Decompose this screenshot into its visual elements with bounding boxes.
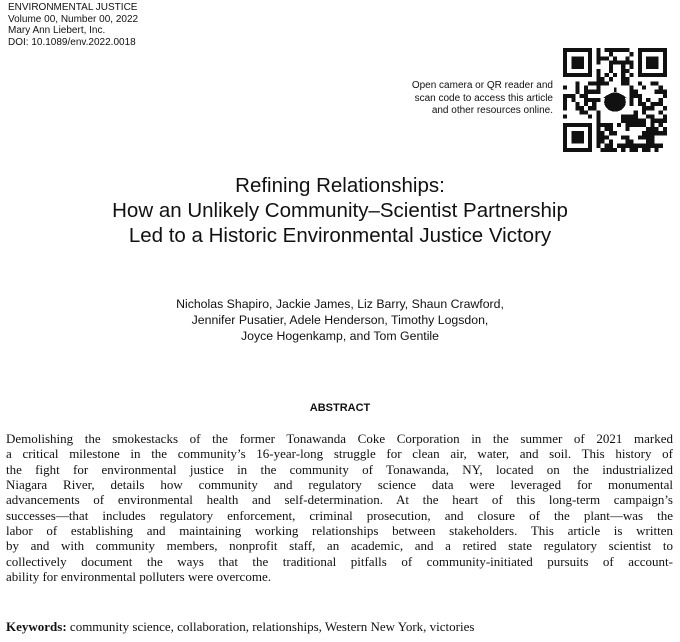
journal-volume: Volume 00, Number 00, 2022 — [8, 13, 139, 25]
abstract-line: collectively document the ways that the traditional pitfalls of community-initiated pursuits of account- — [6, 553, 673, 569]
author-line: Nicholas Shapiro, Jackie James, Liz Barry, Shaun Crawford, — [176, 297, 504, 311]
abstract-line: Demolishing the smokestacks of the former Tonawanda Coke Corporation in the summer of 2021 marked — [6, 431, 673, 446]
qr-code-icon[interactable] — [563, 48, 667, 152]
abstract-line: labor of establishing and maintaining working relationships between stakeholders. This article is written — [6, 523, 673, 539]
author-line: Jennifer Pusatier, Adele Henderson, Timothy Logsdon, — [191, 313, 489, 327]
qr-note-line: scan code to access this article — [414, 92, 553, 104]
abstract-line: by and with community members, nonprofit staff, an academic, and a retired state regulatory scientist to — [6, 538, 673, 554]
keywords-label: Keywords: — [6, 619, 67, 634]
journal-name: ENVIRONMENTAL JUSTICE — [8, 2, 138, 13]
author-list — [0, 296, 680, 344]
keywords — [6, 619, 673, 635]
title-line: Refining Relationships: — [235, 174, 445, 197]
acorn-logo-icon — [600, 85, 629, 114]
abstract-line: the fight for environmental justice in the community of Tonawanda, NY, located on the industrialized — [6, 461, 673, 477]
title-line: Led to a Historic Environmental Justice Victory — [128, 224, 552, 247]
keywords-text: community science, collaboration, relationships, Western New York, victories — [66, 619, 475, 634]
abstract-line: Niagara River, details how community and regulatory science data were leveraged for monumental — [6, 477, 673, 493]
qr-instructions — [333, 80, 553, 118]
journal-doi[interactable]: DOI: 10.1089/env.2022.0018 — [8, 36, 136, 48]
qr-note-line: Open camera or QR reader and — [411, 80, 553, 91]
abstract-heading: ABSTRACT — [309, 402, 371, 414]
abstract-body — [6, 431, 673, 584]
title-line: How an Unlikely Community–Scientist Partnership — [112, 199, 568, 222]
journal-publisher: Mary Ann Liebert, Inc. — [8, 25, 106, 36]
article-title — [0, 173, 680, 248]
abstract-line: advancements of environmental health and self-determination. At the heart of this long-term campaign’s — [6, 492, 673, 508]
abstract-line: a critical milestone in the community’s 16-year-long struggle for clean air, water, and soil. This history of — [6, 446, 673, 462]
qr-note-line: and other resources online. — [431, 105, 553, 116]
journal-info — [8, 2, 138, 48]
author-line: Joyce Hogenkamp, and Tom Gentile — [241, 329, 439, 343]
abstract-line: ability for environmental polluters were overcome. — [6, 569, 271, 585]
abstract-line: successes—that includes regulatory enforcement, criminal prosecution, and closure of the plant—was the — [6, 507, 673, 523]
